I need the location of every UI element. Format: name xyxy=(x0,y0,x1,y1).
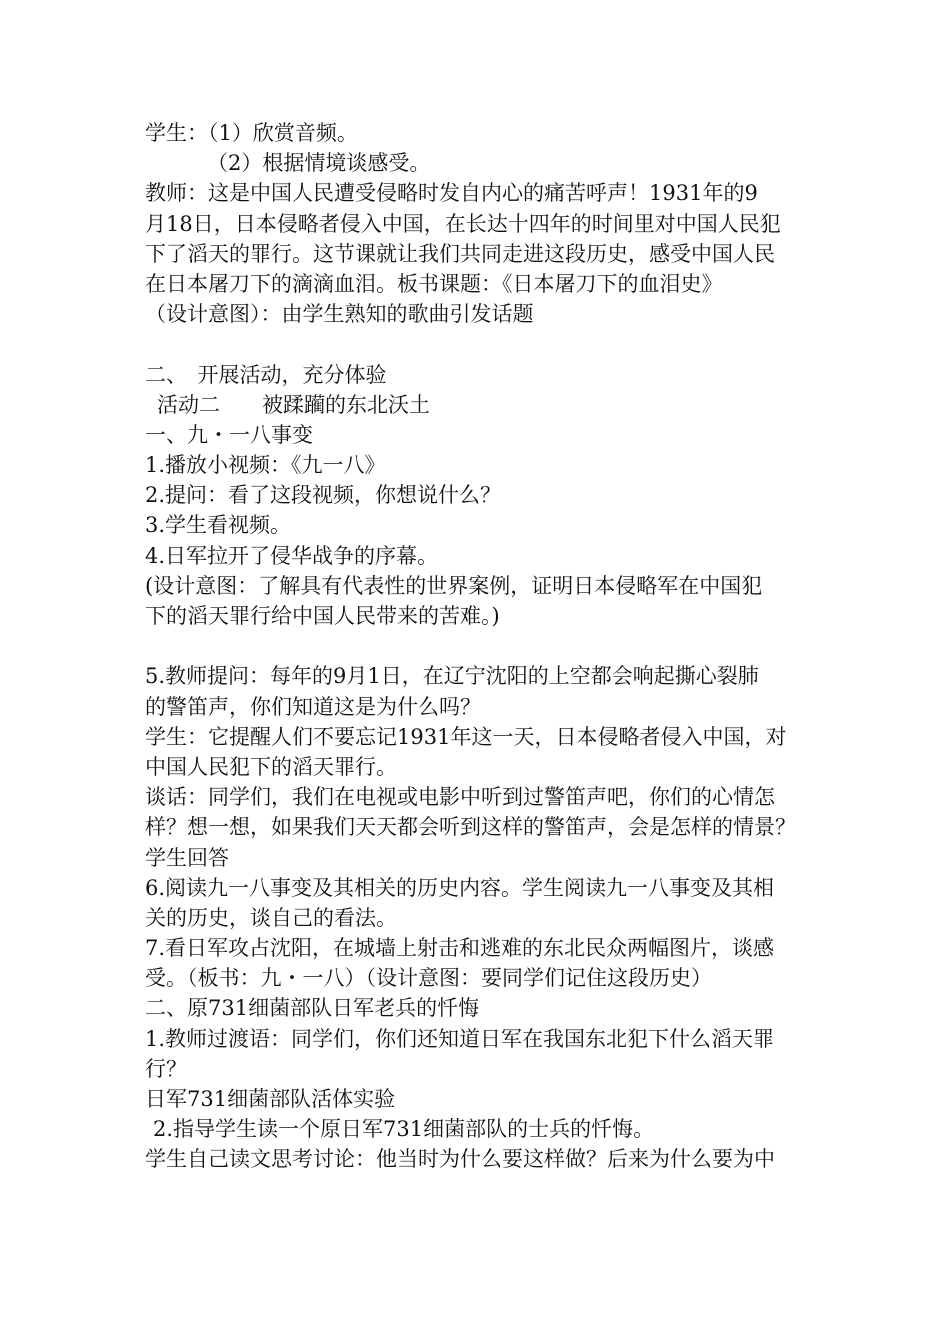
document-body xyxy=(145,118,825,1175)
subsection-heading: 一、九・一八事变 xyxy=(145,422,313,447)
list-item: 3.学生看视频。 xyxy=(145,513,292,538)
text-line: 关的历史，谈自己的看法。 xyxy=(145,905,397,930)
text-line: 月18日，日本侵略者侵入中国，在长达十四年的时间里对中国人民犯 xyxy=(145,211,781,236)
design-intent-note: (设计意图：了解具有代表性的世界案例，证明日本侵略军在中国犯 xyxy=(145,573,763,598)
list-item: 6.阅读九一八事变及其相关的历史内容。学生阅读九一八事变及其相 xyxy=(145,875,775,900)
text-line: 受。（板书：九・一八）（设计意图：要同学们记住这段历史） xyxy=(145,966,712,991)
text-line: 日军731细菌部队活体实验 xyxy=(145,1087,396,1111)
text-line: 下了滔天的罪行。这节课就让我们共同走进这段历史，感受中国人民 xyxy=(145,241,775,266)
subsection-heading: 二、原731细菌部队日军老兵的忏悔 xyxy=(145,996,480,1021)
text-line: 学生：（1）欣赏音频。 xyxy=(145,121,358,145)
text-line: 学生自己读文思考讨论：他当时为什么要这样做？后来为什么要为中 xyxy=(145,1147,775,1172)
list-item: 7.看日军攻占沈阳，在城墙上射击和逃难的东北民众两幅图片，谈感 xyxy=(145,936,775,961)
blank-line xyxy=(145,631,825,661)
list-item: 2.指导学生读一个原日军731细菌部队的士兵的忏悔。 xyxy=(153,1117,655,1142)
text-line: 谈话：同学们，我们在电视或电影中听到过警笛声吧，你们的心情怎 xyxy=(145,785,775,810)
text-line: 行？ xyxy=(145,1056,187,1081)
text-line: 在日本屠刀下的滴滴血泪。板书课题：《日本屠刀下的血泪史》 xyxy=(145,271,723,296)
section-heading: 二、 开展活动，充分体验 xyxy=(145,362,387,387)
design-intent-note: 下的滔天罪行给中国人民带来的苦难。) xyxy=(145,604,500,628)
text-line: 学生回答 xyxy=(145,845,229,870)
text-line: 的警笛声，你们知道这是为什么吗？ xyxy=(145,694,481,719)
list-item: 4.日军拉开了侵华战争的序幕。 xyxy=(145,543,439,568)
list-item: 1.教师过渡语：同学们，你们还知道日军在我国东北犯下什么滔天罪 xyxy=(145,1026,775,1051)
activity-heading: 活动二 被蹂躏的东北沃土 xyxy=(157,392,430,417)
blank-line xyxy=(145,329,825,359)
text-line: 教师：这是中国人民遭受侵略时发自内心的痛苦呼声！1931年的9 xyxy=(145,181,758,206)
list-item: 1.播放小视频：《九一八》 xyxy=(145,453,386,478)
text-line: 学生：它提醒人们不要忘记1931年这一天，日本侵略者侵入中国，对 xyxy=(145,724,787,749)
design-intent-note: （设计意图）：由学生熟知的歌曲引发话题 xyxy=(145,302,534,327)
text-line: （2）根据情境谈感受。 xyxy=(207,151,431,176)
text-line: 样？想一想，如果我们天天都会听到这样的警笛声，会是怎样的情景？ xyxy=(145,815,796,840)
list-item: 5.教师提问：每年的9月1日，在辽宁沈阳的上空都会响起撕心裂肺 xyxy=(145,664,759,689)
text-line: 中国人民犯下的滔天罪行。 xyxy=(145,754,397,779)
list-item: 2.提问：看了这段视频，你想说什么？ xyxy=(145,483,502,508)
